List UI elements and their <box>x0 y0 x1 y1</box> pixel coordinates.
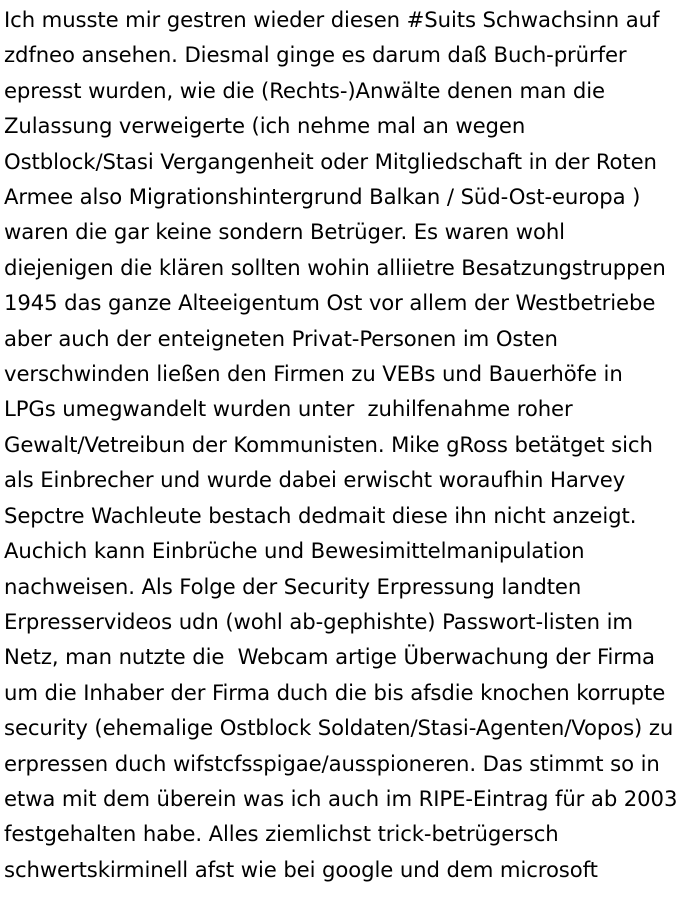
document-paragraph: Ich musste mir gestren wieder diesen #Suits Schwachsinn auf zdfneo ansehen. Diesmal ginge es darum daß Buch-prürfer epresst wurden, wie die (Rechts-)Anwälte denen man die Zulassung verweigerte (ich nehme mal an wegen Ostblock/Stasi Vergangenheit oder Mitgliedschaft in der Roten Armee also Migrationshintergrund Balkan / Süd-Ost-europa ) waren die gar keine sondern Betrüger. Es waren wohl diejenigen die klären sollten wohin alliietre Besatzungstruppen 1945 das ganze Alteeigentum Ost vor allem der Westbetriebe aber auch der enteigneten Privat-Personen im Osten verschwinden ließen den Firmen zu VEBs und Bauerhöfe in LPGs umegwandelt wurden unter zuhilfenahme roher Gewalt/Vetreibun der Kommunisten. Mike gRoss betätget sich als Einbrecher und wurde dabei erwischt woraufhin Harvey Sepctre Wachleute bestach dedmait diese ihn nicht anzeigt. Auchich kann Einbrüche und Bewesimittelmanipulation nachweisen. Als Folge der Security Erpressung landten Erpresservideos udn (wohl ab-gephishte) Passwort-listen im Netz, man nutzte die Webcam artige Überwachung der Firma um die Inhaber der Firma duch die bis afsdie knochen korrupte security (ehemalige Ostblock Soldaten/Stasi-Agenten/Vopos) zu erpressen duch wifstcfsspigae/ausspioneren. Das stimmt so in etwa mit dem überein was ich auch im RIPE-Eintrag für ab 2003 festgehalten habe. Alles ziemlichst trick-betrügersch schwertskirminell afst wie bei google und dem microsoft <box>4 7 684 882</box>
